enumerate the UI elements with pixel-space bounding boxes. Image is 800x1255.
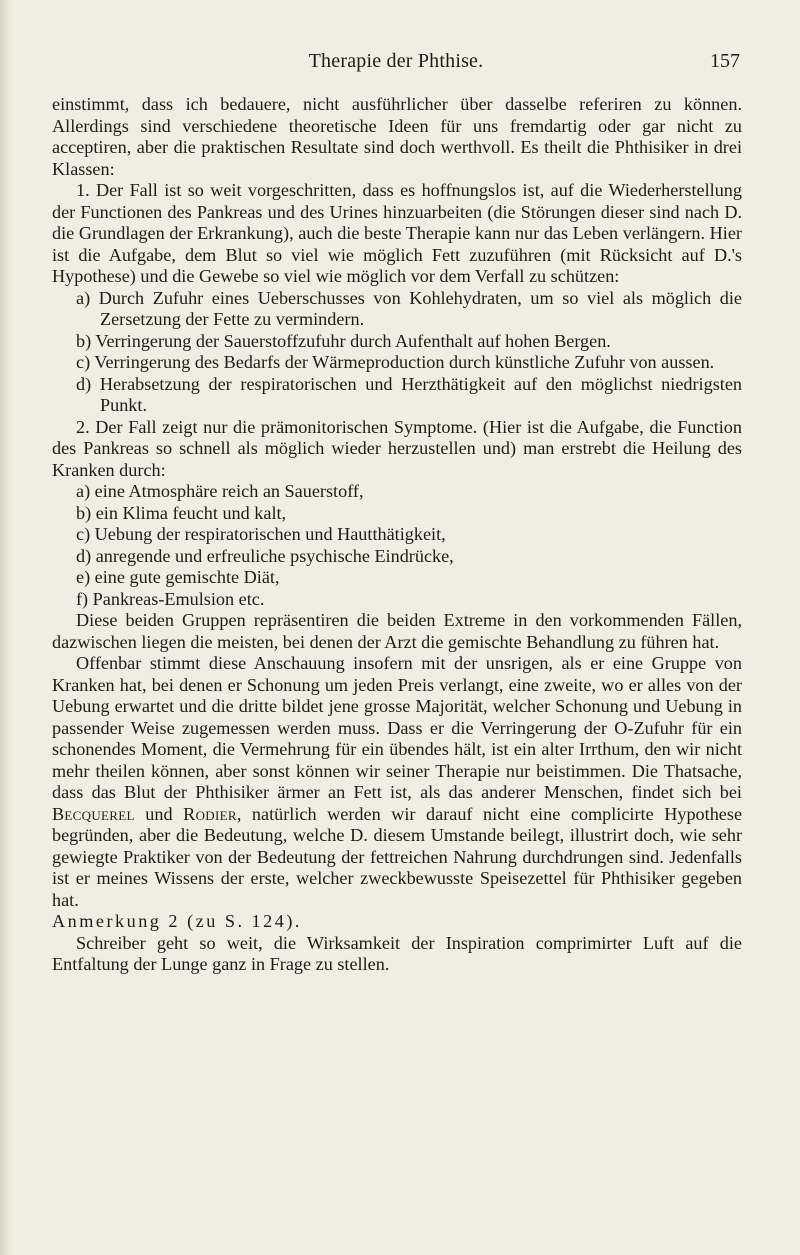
class-one-item-b: b) Verringerung der Sauerstoffzufuhr durch Aufenthalt auf hohen Bergen. <box>76 330 611 351</box>
author-name-becquerel: Becquerel <box>52 803 135 824</box>
closing-text-part-2: , natürlich werden wir darauf nicht eine complicirte Hypothese begründen, aber die Bedeutung, welche D. diesem Umstande beilegt, illustrirt doch, wie sehr gewiegte Praktiker von der Bedeutung der fettreichen Nahrung durchdrungen sind. Jedenfalls ist er meines Wissens der erste, welcher zweckbewusste Speisezettel für Phthisiker gegeben hat. <box>52 803 743 910</box>
closing-text-and: und <box>145 803 173 824</box>
class-one-item-c: c) Verringerung des Bedarfs der Wärmeproduction durch künstliche Zufuhr von aussen. <box>76 352 715 372</box>
note-text: Schreiber geht so weit, die Wirksamkeit der Inspiration comprimirter Luft auf die Entfaltung der Lunge ganz in Frage zu stellen. <box>52 932 742 974</box>
author-name-rodier: Rodier <box>183 803 237 824</box>
class-one-item-a: a) Durch Zufuhr eines Ueberschusses von Kohlehydraten, um so viel als möglich die Zersetzung der Fette zu vermindern. <box>76 287 742 329</box>
page-edge-shadow <box>0 0 14 1255</box>
class-two-paragraph: 2. Der Fall zeigt nur die prämonitorischen Symptome. (Hier ist die Aufgabe, die Function des Pankreas so schnell als möglich wieder herzustellen und) man erstrebt die Heilung des Kranken durch: <box>52 416 742 480</box>
class-two-item-e: e) eine gute gemischte Diät, <box>76 567 280 587</box>
body-text <box>52 94 742 976</box>
closing-paragraph <box>52 653 742 911</box>
running-title: Therapie der Phthise. <box>308 50 484 72</box>
class-two-item-b: b) ein Klima feucht und kalt, <box>76 502 287 523</box>
page-number: 157 <box>710 50 740 72</box>
class-two-item-f: f) Pankreas-Emulsion etc. <box>76 588 265 609</box>
groups-paragraph: Diese beiden Gruppen repräsentiren die beiden Extreme in den vorkommenden Fällen, dazwischen liegen die meisten, bei denen der Arzt die gemischte Behandlung zu führen hat. <box>52 610 742 652</box>
class-two-item-c: c) Uebung der respiratorischen und Hautthätigkeit, <box>76 524 446 544</box>
class-one-paragraph: 1. Der Fall ist so weit vorgeschritten, dass es hoffnungslos ist, auf die Wiederherstellung der Functionen des Pankreas und des Urines hinzuarbeiten (die Störungen dieser sind nach D. die Grundlagen der Erkrankung), auch die beste Therapie kann nur das Leben verlängern. Hier ist die Aufgabe, dem Blut so viel wie möglich Fett zuzuführen (mit Rücksicht auf D.'s Hypothese) und die Gewebe so viel wie möglich vor dem Verfall zu schützen: <box>52 180 742 286</box>
class-two-item-a: a) eine Atmosphäre reich an Sauerstoff, <box>76 481 364 501</box>
closing-text-part-1: Offenbar stimmt diese Anschauung insofern mit der unsrigen, als er eine Gruppe von Kranken hat, bei denen er Schonung um jeden Preis verlangt, eine zweite, wo er alles von der Uebung erwartet und die dritte bildet jene grosse Majorität, welcher Schonung und Uebung in passender Weise zugemessen werden muss. Dass er die Verringerung der O-Zufuhr für ein schonendes Moment, die Vermehrung für ein übendes hält, ist ein alter Irrthum, den wir nicht mehr theilen können, aber sonst können wir seiner Therapie nur beistimmen. Die Thatsache, dass das Blut der Phthisiker ärmer an Fett ist, als das anderer Menschen, findet sich bei <box>52 653 742 802</box>
class-one-item-d: d) Herabsetzung der respiratorischen und Herzthätigkeit auf den möglichst niedrigsten Punkt. <box>76 373 742 415</box>
page-header <box>52 50 740 80</box>
note-heading: Anmerkung 2 (zu S. 124). <box>52 911 302 931</box>
class-two-item-d: d) anregende und erfreuliche psychische Eindrücke, <box>76 545 454 566</box>
intro-paragraph: einstimmt, dass ich bedauere, nicht ausführlicher über dasselbe referiren zu können. Allerdings sind verschiedene theoretische Ideen für uns fremdartig oder gar nicht zu acceptiren, aber die praktischen Resultate sind doch werthvoll. Es theilt die Phthisiker in drei Klassen: <box>52 94 742 179</box>
